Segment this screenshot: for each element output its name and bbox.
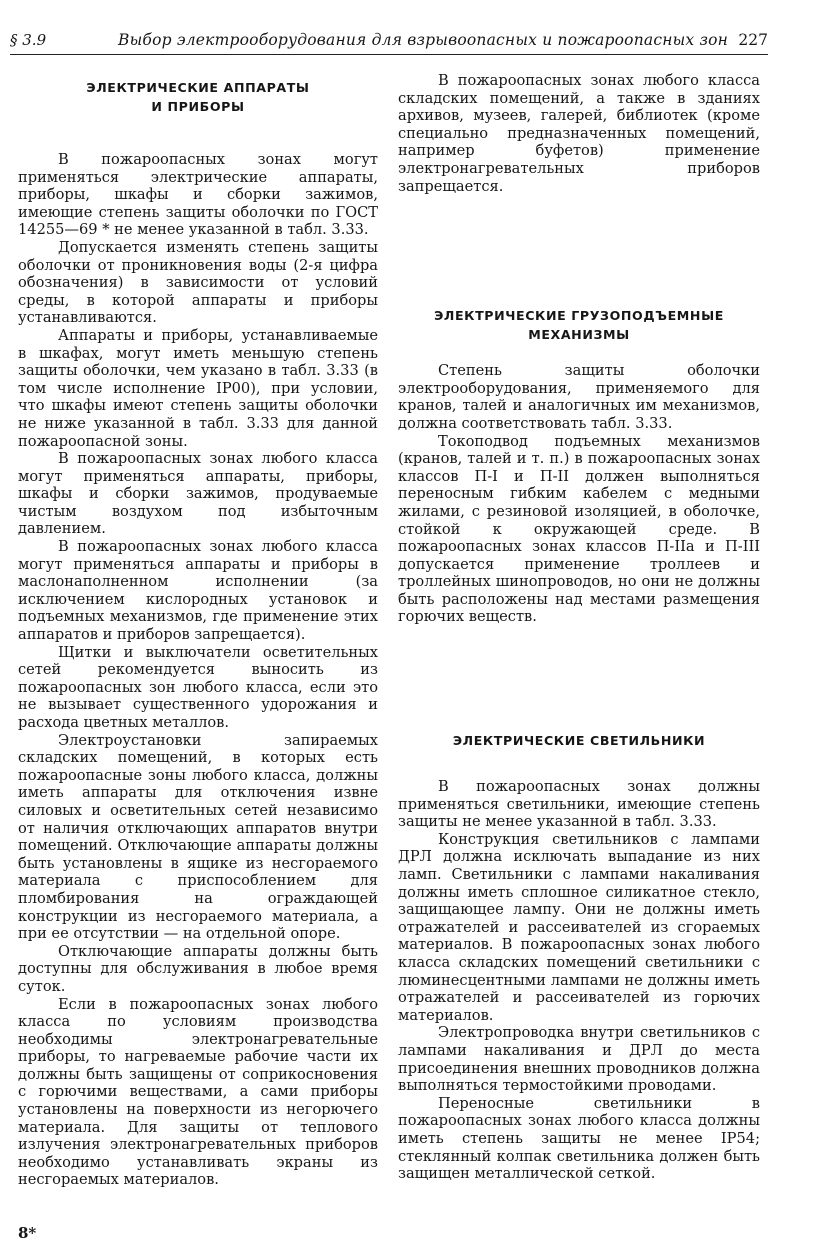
paragraph: Переносные светильники в пожароопасных зонах любого класса должны иметь степень защиты не менее IP54; стеклянный колпак светильника должен быть защищен металлической сеткой. (398, 1094, 760, 1183)
paragraph: Щитки и выключатели осветительных сетей рекомендуется выносить из пожароопасных зон любого класса, если это не вызывает существенного удорожания и расхода цветных металлов. (18, 643, 378, 731)
paragraph: Допускается изменять степень защиты оболочки от проникновения воды (2-я цифра обозначения) в зависимости от условий среды, в которой аппараты и приборы устанавливаются. (18, 238, 378, 327)
heading-line: ЭЛЕКТРИЧЕСКИЕ АППАРАТЫ (86, 80, 310, 95)
section-heading-hoisting (398, 306, 760, 344)
section-heading-apparatus (18, 78, 378, 116)
signature-mark: 8* (18, 1224, 37, 1242)
heading-line: И ПРИБОРЫ (151, 99, 245, 114)
paragraph: В пожароопасных зонах любого класса могут применяться аппараты и приборы в маслонаполненном исполнении (за исключением кислородных установок и подъемных механизмов, где применение этих аппаратов и приборов запрещается). (18, 538, 378, 644)
heading-line: ЭЛЕКТРИЧЕСКИЕ ГРУЗОПОДЪЕМНЫЕ (434, 308, 724, 324)
paragraph: Аппараты и приборы, устанавливаемые в шкафах, могут иметь меньшую степень защиты оболочки, чем указано в табл. 3.33 (в том числе исполнение IP00), при условии, что шкафы имеют степень защиты оболочки не ниже указанной в табл. 3.33 для данной пожароопасной зоны. (18, 326, 378, 450)
left-column (18, 72, 378, 1189)
paragraph: Степень защиты оболочки электрооборудования, применяемого для кранов, талей и аналогичных им механизмов, должна соответствовать табл. 3.33. (398, 362, 760, 432)
running-title: Выбор электрооборудования для взрывоопасных и пожароопасных зон (118, 31, 729, 49)
section-heading-lighting (398, 731, 760, 750)
paragraph: В пожароопасных зонах должны применяться светильники, имеющие степень защиты не менее указанной в табл. 3.33. (398, 778, 760, 831)
right-column (398, 72, 760, 1183)
heading-line: ЭЛЕКТРИЧЕСКИЕ СВЕТИЛЬНИКИ (452, 733, 706, 749)
paragraph: Электроустановки запираемых складских помещений, в которых есть пожароопасные зоны любого класса, должны иметь аппараты для отключения извне силовых и осветительных сетей независимо от наличия отключающих аппаратов внутри помещений. Отключающие аппараты должны быть установлены в ящике из несгораемого материала с приспособлением для пломбирования на ограждающей конструкции из несгораемого материала, а при ее отсутствии — на отдельной опоре. (18, 731, 378, 943)
running-header (10, 30, 768, 55)
paragraph: В пожароопасных зонах могут применяться электрические аппараты, приборы, шкафы и сборки зажимов, имеющие степень защиты оболочки по ГОСТ 14255—69 * не менее указанной в табл. 3.33. (18, 151, 378, 239)
paragraph: В пожароопасных зонах любого класса складских помещений, а также в зданиях архивов, музеев, галерей, библиотек (кроме специально предназначенных помещений, например буфетов) применение электронагревательных приборов запрещается. (398, 72, 760, 195)
section-number: § 3.9 (10, 31, 47, 49)
paragraph: Если в пожароопасных зонах любого класса по условиям производства необходимы электронагревательные приборы, то нагреваемые рабочие части их должны быть защищены от соприкосновения с горючими веществами, а сами приборы установлены на поверхности из негорючего материала. Для защиты от теплового излучения электронагревательных приборов необходимо устанавливать экраны из несгораемых материалов. (18, 995, 378, 1189)
paragraph: В пожароопасных зонах любого класса могут применяться аппараты, приборы, шкафы и сборки зажимов, продуваемые чистым воздухом под избыточным давлением. (18, 450, 378, 538)
heading-line: МЕХАНИЗМЫ (528, 327, 630, 343)
page-number: 227 (738, 31, 768, 49)
paragraph: Конструкция светильников с лампами ДРЛ должна исключать выпадание из них ламп. Светильники с лампами накаливания должны иметь сплошное силикатное стекло, защищающее лампу. Они не должны иметь отражателей и рассеивателей из сгораемых материалов. В пожароопасных зонах любого класса складских помещений светильники с люминесцентными лампами не должны иметь отражателей и рассеивателей из горючих материалов. (398, 830, 760, 1024)
paragraph: Электропроводка внутри светильников с лампами накаливания и ДРЛ до места присоединения внешних проводников должна выполняться термостойкими проводами. (398, 1024, 760, 1095)
paragraph: Отключающие аппараты должны быть доступны для обслуживания в любое время суток. (18, 942, 378, 995)
paragraph: Токоподвод подъемных механизмов (кранов, талей и т. п.) в пожароопасных зонах классов П-I и П-II должен выполняться переносным гибким кабелем с медными жилами, с резиновой изоляцией, в оболочке, стойкой к окружающей среде. В пожароопасных зонах классов П-IIа и П-III допускается применение троллеев и троллейных шинопроводов, но они не должны быть расположены над местами размещения горючих веществ. (398, 432, 760, 626)
